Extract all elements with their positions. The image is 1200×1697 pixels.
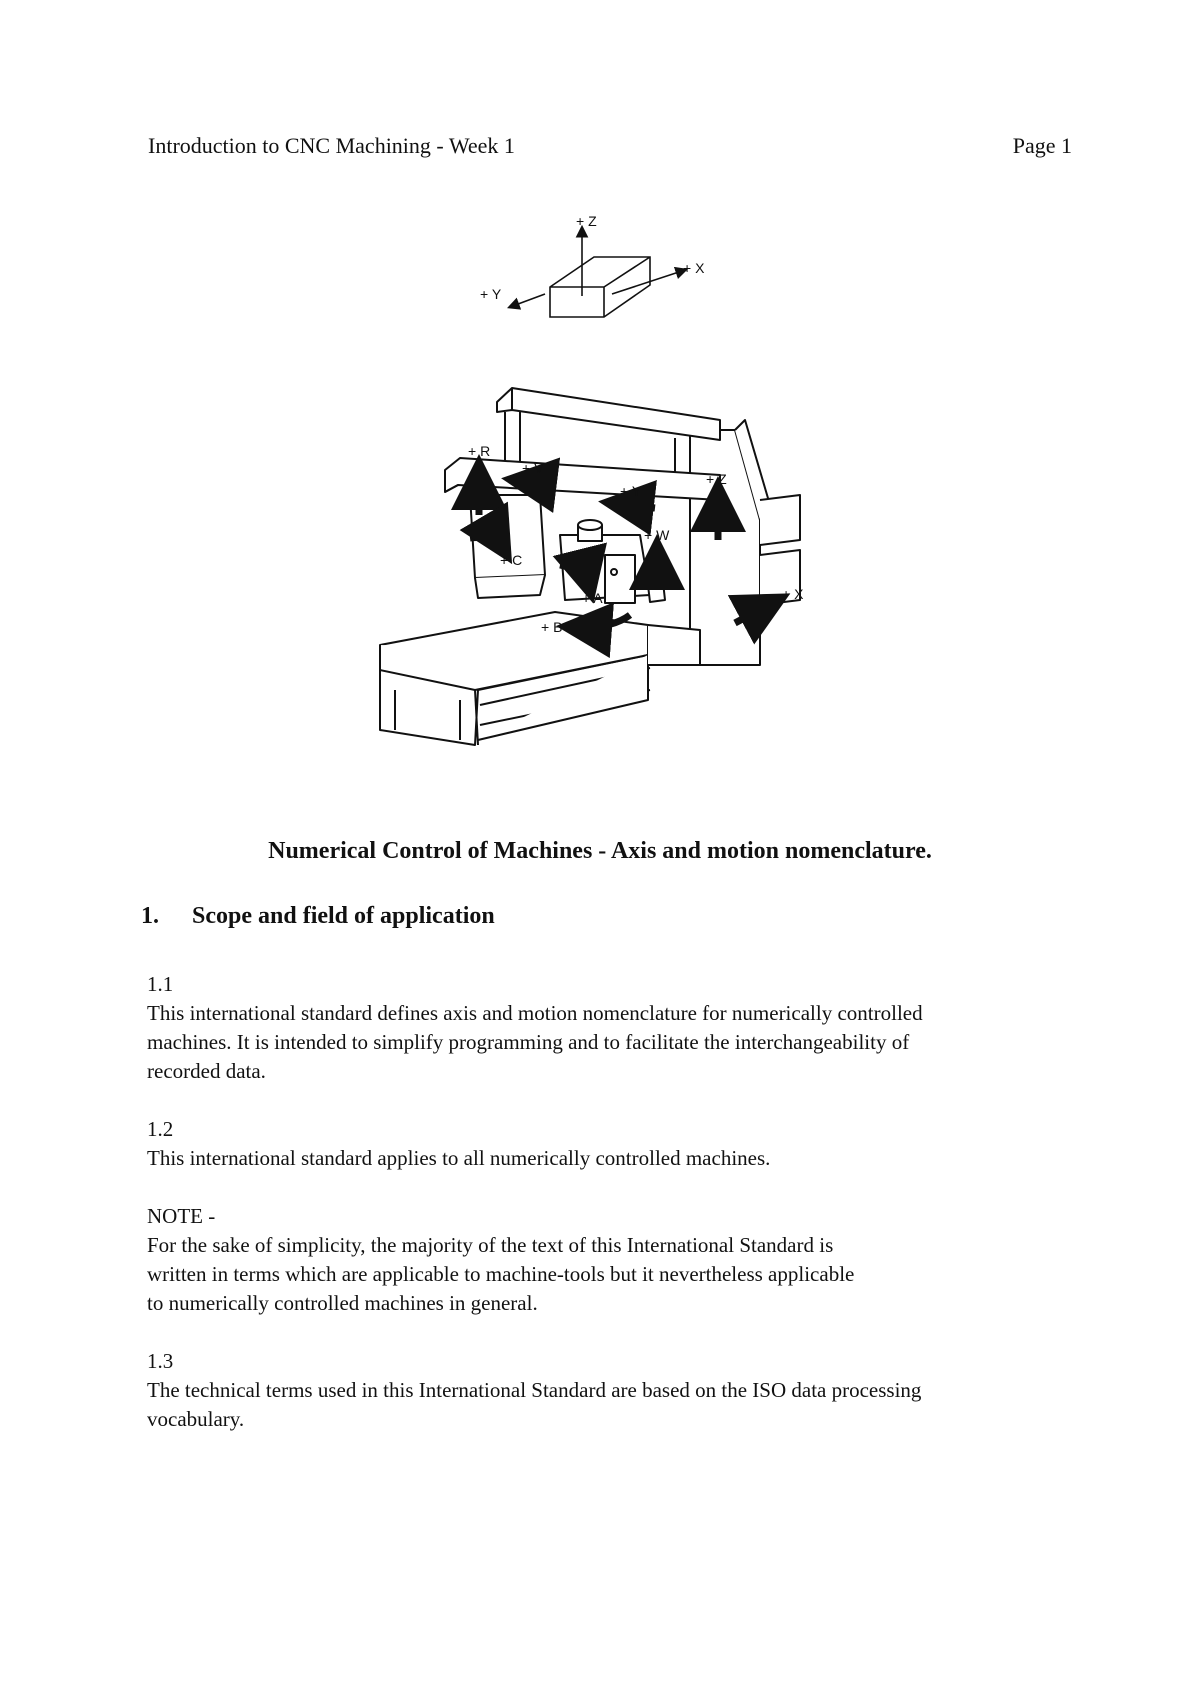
r-label: + R [468, 443, 491, 459]
paragraph-line: The technical terms used in this International Standard are based on the ISO data processing [147, 1378, 922, 1402]
machine-z-label: + Z [706, 471, 727, 487]
machine-x-label: + X [782, 586, 804, 602]
w-label: + W [644, 527, 670, 543]
axis-nomenclature-figure [0, 0, 1200, 780]
y-axis-label: + Y [480, 286, 502, 302]
paragraph-line: vocabulary. [147, 1407, 245, 1431]
machine-y-label: + Y [620, 483, 642, 499]
paragraph-line: For the sake of simplicity, the majority of the text of this International Standard is [147, 1233, 834, 1257]
y-axis-arrow [510, 294, 545, 307]
paragraph-line: written in terms which are applicable to machine-tools but it nevertheless applicable [147, 1262, 855, 1286]
workpiece-axes-diagram [510, 228, 685, 317]
note-label: NOTE - [147, 1204, 216, 1228]
paragraph-line: to numerically controlled machines in general. [147, 1291, 538, 1315]
c-label: + C [500, 552, 523, 568]
document-title: Numerical Control of Machines - Axis and motion nomenclature. [268, 838, 932, 864]
paragraph-line: recorded data. [147, 1059, 266, 1083]
section-heading [141, 903, 495, 930]
paragraph-line: This international standard applies to all numerically controlled machines. [147, 1146, 771, 1170]
a-label: + A [582, 590, 603, 606]
v-arrow [515, 480, 555, 485]
paragraph-line: This international standard defines axis and motion nomenclature for numerically controlled [147, 1001, 923, 1025]
paragraph-1-3 [147, 1347, 921, 1434]
y-arrow [612, 503, 655, 508]
machine-tool-drawing [380, 388, 800, 745]
page-header-title: Introduction to CNC Machining - Week 1 [148, 133, 515, 158]
overhead-bridge [497, 388, 720, 440]
note-paragraph [147, 1202, 854, 1318]
section-title: Scope and field of application [192, 903, 495, 929]
page-number: Page 1 [1012, 133, 1072, 158]
paragraph-line: machines. It is intended to simplify programming and to facilitate the interchangeability of [147, 1030, 910, 1054]
spindle [605, 555, 635, 603]
v-label: + V [522, 460, 544, 476]
x-axis-arrow [612, 270, 685, 294]
paragraph-number: 1.1 [147, 972, 174, 996]
paragraph-number: 1.3 [147, 1349, 174, 1373]
paragraph-1-1 [147, 970, 923, 1086]
b-label: + B [541, 619, 563, 635]
section-number: 1. [141, 903, 159, 929]
paragraph-1-2 [147, 1115, 770, 1173]
paragraph-number: 1.2 [147, 1117, 174, 1141]
x-axis-label: + X [683, 260, 705, 276]
z-axis-label: + Z [576, 213, 597, 229]
